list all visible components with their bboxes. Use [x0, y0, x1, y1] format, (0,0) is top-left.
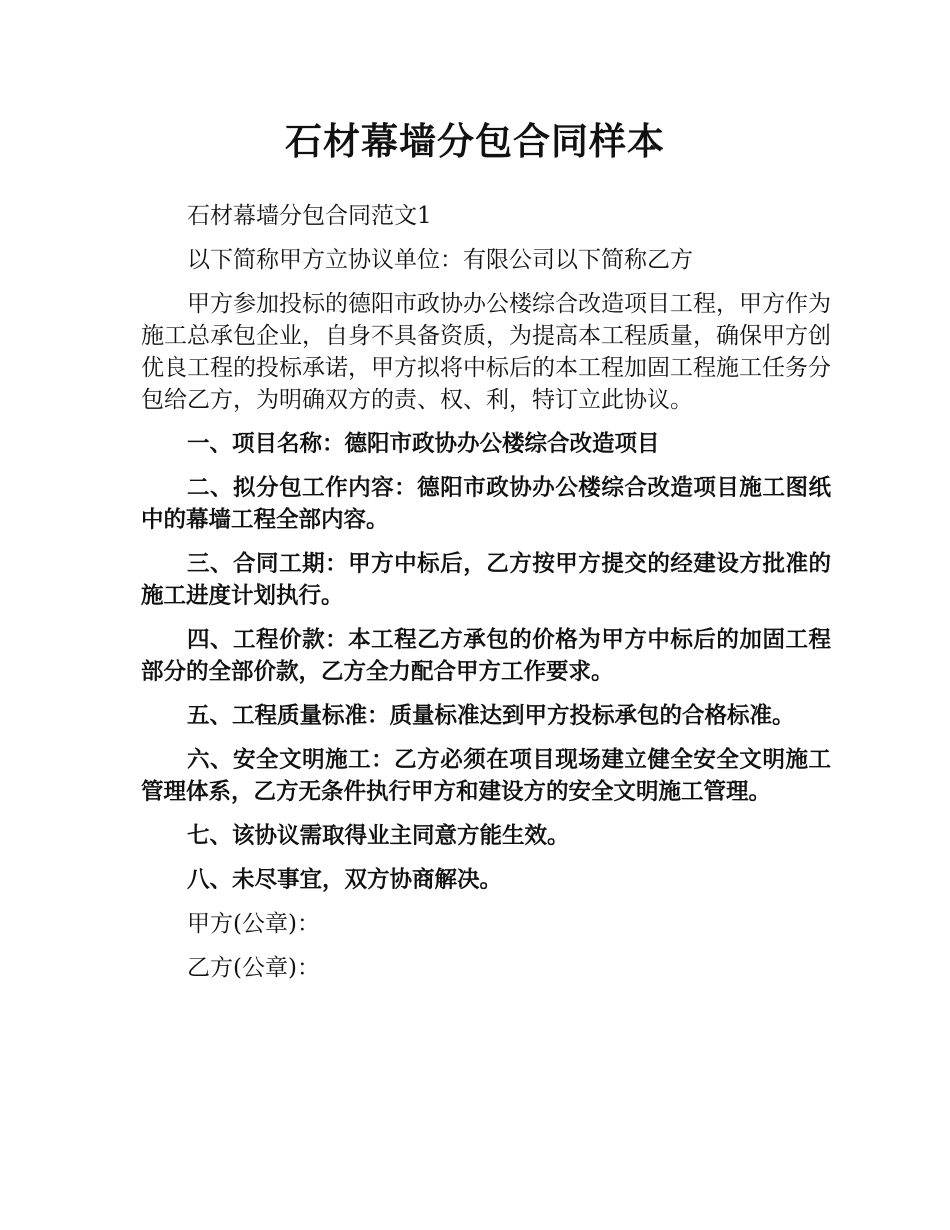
clause-7-effectiveness: 七、该协议需取得业主同意方能生效。: [187, 823, 570, 849]
subtitle-paragraph: 石材幕墙分包合同范文1: [187, 203, 432, 229]
clause-5-quality: 五、工程质量标准：质量标准达到甲方投标承包的合格标准。: [187, 703, 795, 729]
document-title: 石材幕墙分包合同样本: [285, 120, 665, 163]
clause-4-price: 四、工程价款：本工程乙方承包的价格为甲方中标后的加固工程部分的全部价款，乙方全力配合甲方工作要求。: [141, 627, 831, 685]
clause-8-misc: 八、未尽事宜，双方协商解决。: [187, 867, 503, 893]
document-body: [141, 200, 831, 996]
party-b-seal: 乙方(公章)：: [187, 955, 320, 981]
intro-paragraph: 甲方参加投标的德阳市政协办公楼综合改造项目工程，甲方作为施工总承包企业，自身不具备资质，为提高本工程质量，确保甲方创优良工程的投标承诺，甲方拟将中标后的本工程加固工程施工任务分包给乙方，为明确双方的责、权、利，特订立此协议。: [141, 291, 831, 413]
clause-1-project-name: 一、项目名称：德阳市政协办公楼综合改造项目: [187, 431, 660, 457]
clause-3-duration: 三、合同工期：甲方中标后，乙方按甲方提交的经建设方批准的施工进度计划执行。: [141, 551, 831, 609]
party-a-seal: 甲方(公章)：: [187, 911, 320, 937]
clause-6-safety: 六、安全文明施工：乙方必须在项目现场建立健全安全文明施工管理体系，乙方无条件执行甲方和建设方的安全文明施工管理。: [141, 747, 831, 805]
clause-2-scope: 二、拟分包工作内容：德阳市政协办公楼综合改造项目施工图纸中的幕墙工程全部内容。: [141, 475, 831, 533]
parties-paragraph: 以下简称甲方立协议单位：有限公司以下简称乙方: [187, 247, 693, 273]
